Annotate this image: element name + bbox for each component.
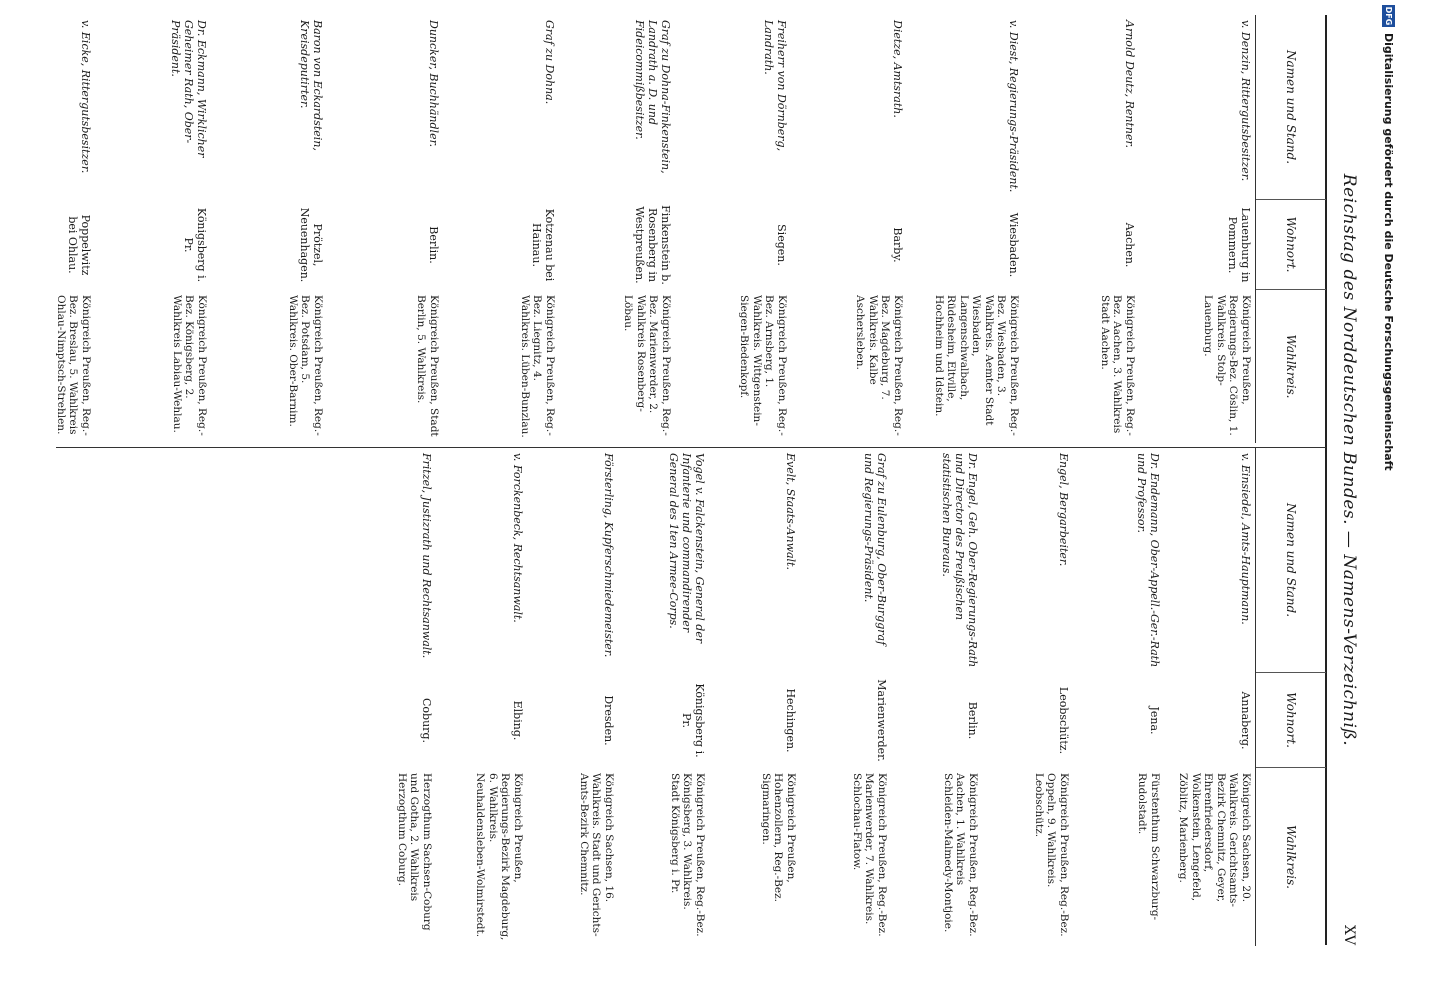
name-cell: Engel, Bergarbeiter. xyxy=(1057,453,1070,567)
district-cell: Königreich Preußen, Reg.-Bez. Arnsberg, 1. Wahlkreis. Wittgenstein-Siegen-Biedenkopf. xyxy=(738,295,788,436)
table-row xyxy=(891,448,982,946)
right-table xyxy=(56,447,1326,946)
column-header-residence: Wohnort. xyxy=(1256,673,1326,768)
table-row xyxy=(1164,448,1255,946)
column-header-residence: Wohnort. xyxy=(1256,200,1326,290)
name-cell: Graf zu Dohna. xyxy=(543,20,556,105)
table-row xyxy=(709,448,800,946)
name-cell: v. Diest, Regierungs-Präsident. xyxy=(1007,20,1020,193)
left-column-headers xyxy=(1255,15,1326,443)
table-row xyxy=(345,448,436,946)
table-row xyxy=(1139,15,1255,443)
residence-cell: Jena. xyxy=(1148,706,1161,735)
district-cell: Königreich Preußen, Reg.-Bez. Aachen, 1. Wahlkreis Schleiden-Malmedy-Montjoie. xyxy=(942,773,979,937)
district-cell: Königreich Preußen, Reg.-Bez. Königsberg, 3. Wahlkreis. Stadt Königsberg i. Pr. xyxy=(669,773,706,937)
column-header-district: Wahlkreis. xyxy=(1284,334,1298,399)
table-row xyxy=(907,15,1023,443)
residence-cell: Marienwerder. xyxy=(875,679,888,762)
table-row xyxy=(95,15,211,443)
district-cell: Königreich Preußen, Reg.-Bez. Potsdam, 5. Wahlkreis. Ober-Barnim. xyxy=(287,295,324,436)
residence-cell: Berlin. xyxy=(966,701,979,740)
district-cell: Königreich Preußen, Reg.-Bez. Magdeburg, 7. Wahlkreis. Kalbe Aschersleben. xyxy=(854,295,904,436)
name-cell: Försterling, Kupferschmiedemeister. xyxy=(602,453,615,658)
residence-cell: Berlin. xyxy=(427,226,440,264)
residence-cell: Poppelwitz bei Ohlau. xyxy=(66,214,92,276)
table-row xyxy=(443,15,559,443)
name-cell: Evelt, Staats-Anwalt. xyxy=(784,453,797,570)
credit-text: Digitalisierung gefördert durch die Deutsche Forschungsgemeinschaft xyxy=(1382,33,1396,471)
column-header-name: Namen und Stand. xyxy=(1256,15,1326,200)
district-cell: Königreich Preußen, Reg.-Bez. Oppeln, 9. Wahlkreis. Leobschütz. xyxy=(1033,773,1070,937)
table-row xyxy=(527,448,618,946)
district-cell: Königreich Preußen, Reg.-Bez. Breslau, 5. Wahlkreis Ohlau-Nimptsch-Strehlen. xyxy=(55,295,92,436)
name-cell: Arnold Deutz, Rentner. xyxy=(1123,20,1136,149)
table-row xyxy=(1023,15,1139,443)
residence-cell: Leobschütz. xyxy=(1057,686,1070,755)
residence-cell: Kotzenau bei Hainau. xyxy=(530,208,556,282)
district-cell: Königreich Preußen, Reg.-Bez. Wiesbaden, 3. Wahlkreis. Aemter Stadt Wiesbaden, Langenschwalbach, Rüdesheim, Eltville, Hochheim und Idstein. xyxy=(933,295,1020,436)
district-cell: Königreich Preußen, Reg.-Bez. Aachen, 3. Wahlkreis Stadt Aachen. xyxy=(1099,295,1136,436)
table-row xyxy=(0,15,95,443)
right-column-headers xyxy=(1255,448,1326,946)
name-cell: Graf zu Dohna-Finkenstein, Landrath a. D. und Fideicommißbesitzer. xyxy=(633,20,672,174)
page-number: XV xyxy=(1341,924,1357,945)
name-cell: Vogel v. Falckenstein, General der Infanterie und commandirender General des 1ten Armee-Corps. xyxy=(667,453,706,644)
name-cell: Dietze, Amtsrath. xyxy=(891,20,904,118)
column-header-district: Wahlkreis. xyxy=(1284,825,1298,889)
name-cell: v. Eicke, Rittergutsbesitzer. xyxy=(79,20,92,174)
district-cell: Königreich Preußen, Reg.-Bez. Marienwerder, 2. Wahlkreis Rosenberg-Löbau. xyxy=(622,295,672,436)
district-cell: Königreich Sachsen, 16. Wahlkreis. Stadt und Gerichts-Amts-Bezirk Chemnitz. xyxy=(578,773,615,937)
residence-cell: Coburg. xyxy=(420,698,433,743)
district-cell: Fürstenthum Schwarzburg-Rudolstadt. xyxy=(1136,773,1161,921)
name-cell: v. Forckenbeck, Rechtsanwalt. xyxy=(511,453,524,623)
name-cell: v. Einsiedel, Amts-Hauptmann. xyxy=(1239,453,1252,625)
table-row xyxy=(618,448,709,946)
left-table xyxy=(56,15,1326,443)
residence-cell: Königsberg i. Pr. xyxy=(182,207,208,283)
left-rows xyxy=(0,15,1255,443)
page-header xyxy=(1325,15,1367,945)
district-cell: Königreich Preußen, Stadt Berlin, 5. Wahlkreis. xyxy=(415,295,440,437)
residence-cell: Wiesbaden. xyxy=(1007,212,1020,278)
right-rows xyxy=(345,448,1255,946)
name-cell: Dr. Endemann, Ober-Appell.-Ger.-Rath und Professor. xyxy=(1135,453,1161,668)
residence-cell: Elbing. xyxy=(511,700,524,741)
table-row xyxy=(982,448,1073,946)
district-cell: Königreich Preußen, Reg.-Bez. Liegnitz, 4. Wahlkreis. Lüben-Bunzlau. xyxy=(519,295,556,438)
table-row xyxy=(211,15,327,443)
residence-cell: Prötzel, Neuenhagen. xyxy=(298,207,324,283)
name-cell: Dr. Eckmann, Wirklicher Geheimer Rath, Ober-Präsident. xyxy=(169,20,208,158)
residence-cell: Hechingen. xyxy=(784,688,797,753)
dfg-logo-icon: DFG xyxy=(1384,6,1394,26)
residence-cell: Barby. xyxy=(891,227,904,263)
district-cell: Königreich Preußen, Reg.-Bez. Marienwerder, 7. Wahlkreis. Schlochau-Flatow. xyxy=(851,773,888,937)
district-cell: Königreich Preußen, Regierungs-Bez. Cöslin, 1. Wahlkreis. Stolp-Lauenburg. xyxy=(1202,295,1252,436)
table-row xyxy=(791,15,907,443)
district-cell: Königreich Preußen, Hohenzollern, Reg.-Bez. Sigmaringen. xyxy=(760,773,797,902)
digitization-credit xyxy=(1378,5,1400,995)
name-cell: Fritzel, Justizrath und Rechtsanwalt. xyxy=(420,453,433,659)
name-cell: Dr. Engel, Geh. Ober-Regierungs-Rath und Director des Preußischen statistischen Bureaus. xyxy=(940,453,979,668)
table-row xyxy=(327,15,443,443)
name-cell: v. Denzin, Rittergutsbesitzer. xyxy=(1239,20,1252,182)
district-cell: Königreich Preußen, Reg.-Bez. Königsberg, 2. Wahlkreis Labiau-Wehlau. xyxy=(171,295,208,436)
residence-cell: Königsberg i. Pr. xyxy=(680,683,706,758)
residence-cell: Dresden. xyxy=(602,695,615,746)
name-cell: Freiherr von Dörnberg, Landrath. xyxy=(762,20,788,152)
district-cell: Königreich Preußen, Regierungs-Bezirk Magdeburg, 6. Wahlkreis. Neuhaldensleben-Wolmirstedt. xyxy=(474,773,524,941)
residence-cell: Aachen. xyxy=(1123,222,1136,268)
column-header-name: Namen und Stand. xyxy=(1256,448,1326,673)
residence-cell: Annaberg. xyxy=(1239,691,1252,750)
district-cell: Königreich Sachsen, 20. Wahlkreis. Gerichtsamts-Bezirk Chemnitz, Geyer, Ehrenfriedersdorf, Wolkenstein, Lengefeld, Zöblitz, Marienberg. xyxy=(1177,773,1252,907)
table-row xyxy=(675,15,791,443)
table-row xyxy=(559,15,675,443)
table-row xyxy=(436,448,527,946)
residence-cell: Finkenstein b. Rosenberg in Westpreußen. xyxy=(633,205,672,285)
page-title: Reichstag des Norddeutschen Bundes. — Namens-Verzeichniß. xyxy=(1339,173,1359,747)
table-row xyxy=(1073,448,1164,946)
residence-cell: Siegen. xyxy=(775,224,788,266)
district-cell: Herzogthum Sachsen-Coburg und Gotha, 2. Wahlkreis Herzogthum Coburg. xyxy=(396,773,433,931)
residence-cell: Lauenburg in Pommern. xyxy=(1226,207,1252,283)
name-cell: Duncker, Buchhändler. xyxy=(427,20,440,148)
table-row xyxy=(800,448,891,946)
name-cell: Baron von Eckardstein, Kreisdeputirter. xyxy=(298,20,324,151)
name-cell: Graf zu Eulenburg, Ober-Burggraf und Regierungs-Präsident. xyxy=(862,453,888,646)
